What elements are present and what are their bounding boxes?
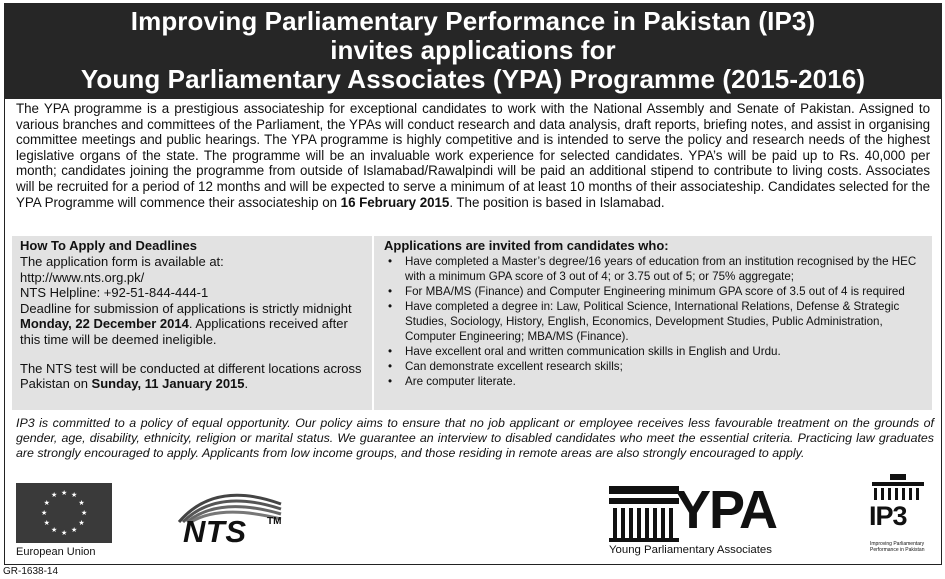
test-pre: The NTS test will be conducted at different locations across Pakistan on — [20, 360, 362, 392]
test-post: . — [244, 376, 249, 392]
nts-helpline: NTS Helpline: +92-51-844-444-1 — [20, 285, 209, 301]
spacer — [20, 348, 364, 361]
nts-logo — [175, 484, 295, 554]
nts-test-text — [20, 361, 364, 392]
requirements-box — [374, 236, 932, 410]
deadline-post: . Applications received after this time will be deemed ineligible. — [20, 316, 348, 347]
nts-trademark: TM — [267, 516, 282, 527]
ip3-caption: Improving Parliamentary Performance in Pakistan — [870, 541, 925, 553]
eu-star-icon: ★ — [78, 499, 85, 507]
requirement-item: • Have excellent oral and written communication skills in English and Urdu. — [384, 344, 922, 359]
requirement-item: • Have completed a degree in: Law, Political Science, International Relations, Defense & Strategic Studies, Sociology, History, English, Economics, Development Studies, Public Administration, Computer Engineering; MBA/MS (Finance). — [384, 299, 922, 344]
header-title-line3: Young Parliamentary Associates (YPA) Programme (2015-2016) — [80, 64, 866, 94]
ip3-wordmark: IP3 — [869, 501, 907, 531]
nts-wordmark: NTS — [183, 514, 247, 549]
requirement-item: • Can demonstrate excellent research skills; — [384, 359, 922, 374]
deadline-pre: Deadline for submission of applications is strictly midnight — [20, 300, 352, 316]
requirement-item: • Are computer literate. — [384, 374, 922, 389]
equal-opportunity-policy: IP3 is committed to a policy of equal opportunity. Our policy aims to ensure that no job applicant or employee receives less favourable treatment on the grounds of gender, age, disability, ethnicity, religion or marital status. We guarantee an interview to disabled candidates who meet the essential criteria. Practicing law graduates are strongly encouraged to apply. Applicants from low income groups, and those residing in remote areas are also strongly encouraged to apply. — [16, 416, 934, 460]
ypa-logo — [609, 480, 815, 558]
eu-star-icon: ★ — [51, 526, 58, 534]
ypa-caption: Young Parliamentary Associates — [609, 544, 772, 556]
intro-tail: . The position is based in Islamabad. — [449, 194, 665, 210]
requirement-item: • For MBA/MS (Finance) and Computer Engineering minimum GPA score of 3.5 out of 4 is required — [384, 284, 922, 299]
eu-star-icon: ★ — [78, 519, 85, 527]
eu-label: European Union — [16, 546, 96, 558]
eu-star-icon: ★ — [81, 509, 88, 517]
deadline-text — [20, 301, 364, 348]
parliament-building-icon — [609, 484, 679, 542]
application-form-line: The application form is available at: — [20, 254, 224, 269]
eu-logo — [16, 483, 114, 561]
reference-code: GR-1638-14 — [3, 566, 59, 577]
header-banner — [4, 3, 942, 99]
header-title-line2: invites applications for — [330, 35, 616, 65]
eu-star-icon: ★ — [51, 492, 58, 500]
how-to-apply-title: How To Apply and Deadlines — [20, 238, 197, 253]
eu-star-icon: ★ — [43, 519, 50, 527]
start-date: 16 February 2015 — [340, 194, 450, 210]
how-to-apply-box — [12, 236, 372, 410]
eu-flag-icon — [16, 483, 112, 543]
eu-star-icon: ★ — [61, 489, 68, 497]
requirement-item: • Have completed a Master’s degree/16 years of education from an institution recognised by the HEC with a minimum GPA score of 3 out of 4; or 3.75 out of 5; or 75% aggregate; — [384, 254, 922, 284]
intro-paragraph — [16, 101, 930, 210]
deadline-date: Monday, 22 December 2014 — [20, 316, 189, 332]
eu-star-icon: ★ — [61, 529, 68, 537]
intro-text: The YPA programme is a prestigious associateship for exceptional candidates to work with the National Assembly and Senate of Pakistan. Assigned to various branches and committees of the Parliament, the YPAs will conduct research and data analysis, draft reports, briefing notes, and assist in organising committee meetings and public hearings. The YPA programme is highly competitive and is intended to serve the policy and research needs of the highest legislative organs of the state. The programme will be an invaluable work experience for selected candidates. YPA’s will be paid up to Rs. 40,000 per month; candidates joining the programme from outside of Islamabad/Rawalpindi will be paid an additional stipend to contribute to living costs. Associates will be recruited for a period of 12 months and will be expected to serve a minimum of at least 10 months of their associateship. Candidates selected for the YPA Programme will commence their associateship on — [16, 101, 930, 210]
ypa-wordmark: YPA — [675, 480, 777, 540]
header-title-line1: Improving Parliamentary Performance in Pakistan (IP3) — [130, 6, 816, 36]
test-date: Sunday, 11 January 2015 — [91, 376, 245, 392]
ip3-building-icon — [868, 474, 928, 502]
nts-url: http://www.nts.org.pk/ — [20, 269, 145, 285]
eu-star-icon: ★ — [71, 526, 78, 534]
ip3-logo — [868, 474, 928, 560]
requirements-title: Applications are invited from candidates who: — [384, 238, 669, 253]
eu-star-icon: ★ — [43, 499, 50, 507]
eu-star-icon: ★ — [41, 509, 48, 517]
eu-star-icon: ★ — [71, 492, 78, 500]
requirements-list — [384, 254, 922, 389]
